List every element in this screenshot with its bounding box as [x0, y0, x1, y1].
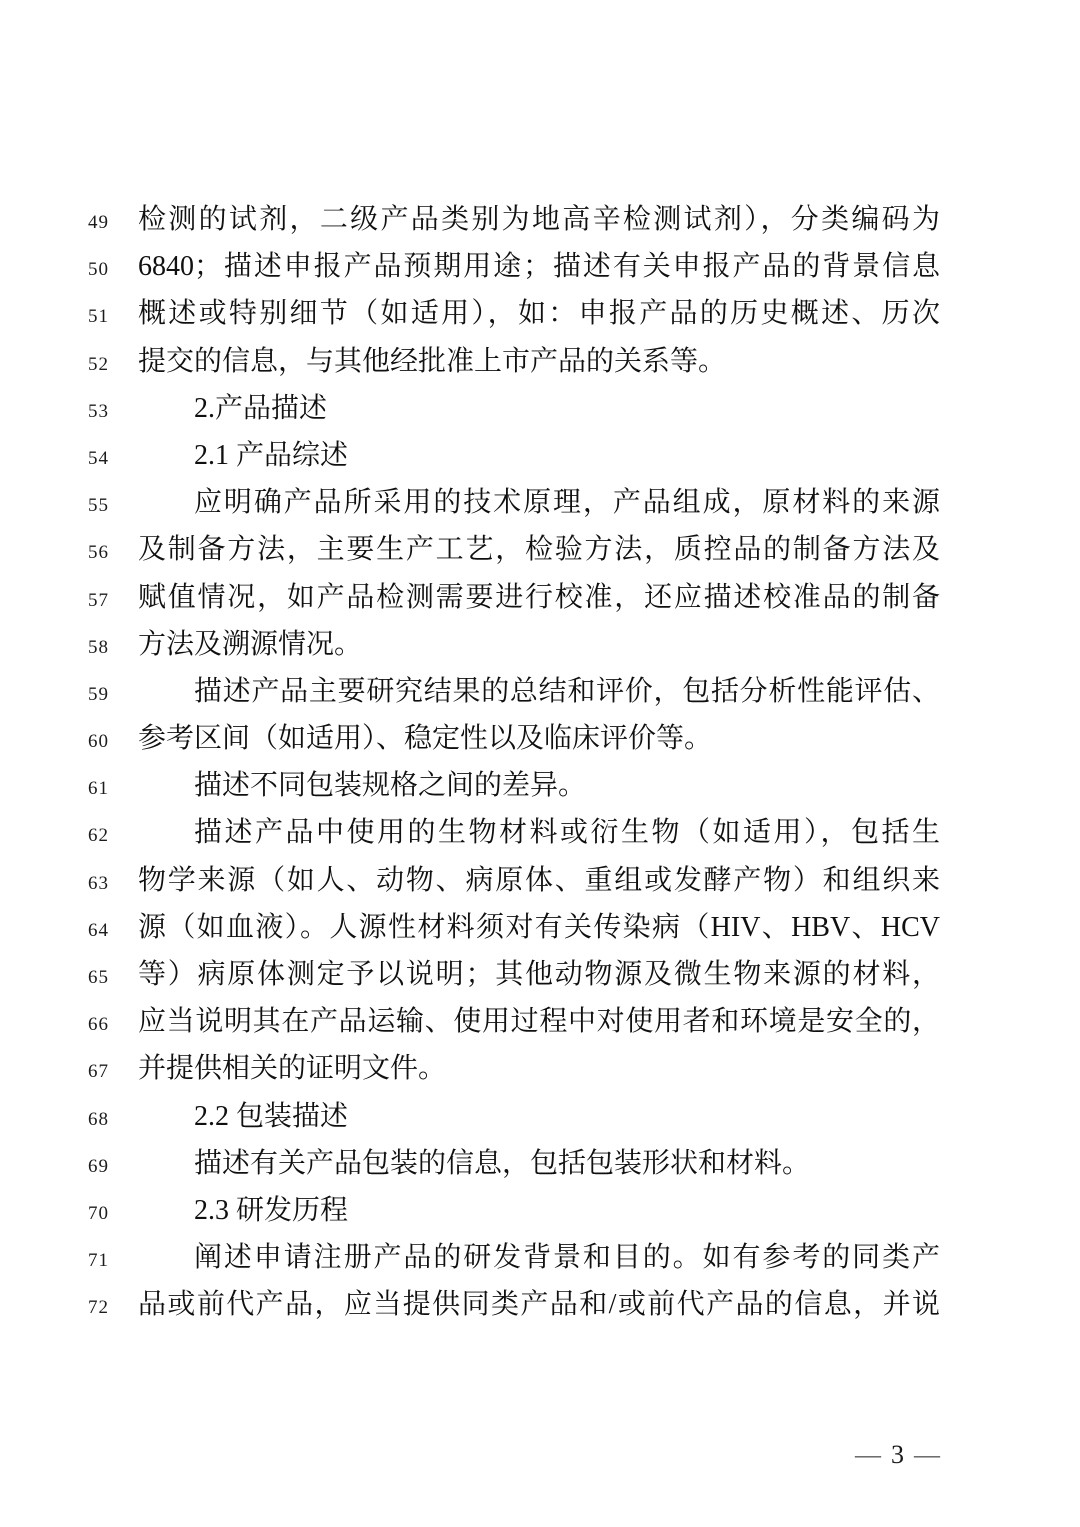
line-text: 2.2 包装描述: [194, 1100, 349, 1132]
line-number: 53: [88, 400, 109, 422]
text-line: [88, 479, 940, 526]
text-line: [88, 809, 940, 856]
line-number: 66: [88, 1014, 109, 1036]
line-number: 65: [88, 967, 109, 988]
line-number: 61: [88, 778, 109, 800]
text-line: [88, 243, 940, 290]
line-number: 57: [88, 589, 109, 611]
line-text: 品或前代产品，应当提供同类产品和/或前代产品的信息，并说: [138, 1289, 940, 1321]
line-text: 应明确产品所采用的技术原理，产品组成，原材料的来源: [194, 487, 940, 519]
line-text: 及制备方法，主要生产工艺，检验方法，质控品的制备方法及: [138, 534, 940, 566]
line-text: 阐述申请注册产品的研发背景和目的。如有参考的同类产: [194, 1242, 940, 1274]
line-text: 描述产品主要研究结果的总结和评价，包括分析性能评估、: [194, 675, 940, 707]
line-number: 70: [88, 1202, 109, 1224]
line-number: 52: [88, 353, 109, 375]
line-text: 2.1 产品综述: [194, 439, 349, 471]
line-text: 描述不同包装规格之间的差异。: [194, 770, 587, 802]
text-line: [88, 1045, 940, 1092]
footer-dash-right: —: [914, 1440, 940, 1469]
line-number: 56: [88, 542, 109, 564]
text-line: [88, 338, 940, 385]
text-line: [88, 857, 940, 904]
line-number: 51: [88, 306, 109, 328]
text-line: [88, 904, 940, 951]
text-line: [88, 1281, 940, 1328]
line-text: 检测的试剂，二级产品类别为地高辛检测试剂），分类编码为: [138, 204, 940, 235]
line-number: 69: [88, 1155, 109, 1177]
text-line: [88, 526, 940, 573]
line-number: 50: [88, 259, 109, 281]
line-text: 应当说明其在产品运输、使用过程中对使用者和环境是安全的，: [138, 1006, 940, 1038]
line-text: 并提供相关的证明文件。: [138, 1053, 447, 1085]
line-number: 67: [88, 1061, 109, 1083]
line-text: 等）病原体测定予以说明；其他动物源及微生物来源的材料，: [138, 959, 940, 990]
line-number: 55: [88, 495, 109, 517]
heading-line: [88, 432, 940, 479]
document-lines: [88, 196, 940, 1329]
text-line: [88, 715, 940, 762]
line-number: 58: [88, 636, 109, 658]
line-text: 提交的信息，与其他经批准上市产品的关系等。: [138, 345, 727, 377]
line-number: 54: [88, 447, 109, 469]
line-text: 参考区间（如适用）、稳定性以及临床评价等。: [138, 723, 713, 755]
heading-line: [88, 1187, 940, 1234]
line-text: 6840；描述申报产品预期用途；描述有关申报产品的背景信息: [138, 251, 940, 283]
line-number: 60: [88, 731, 109, 753]
line-number: 71: [88, 1250, 109, 1272]
text-line: [88, 621, 940, 668]
text-line: [88, 998, 940, 1045]
text-line: [88, 1234, 940, 1281]
text-line: [88, 1140, 940, 1187]
line-text: 描述有关产品包装的信息，包括包装形状和材料。: [194, 1147, 811, 1179]
line-text: 物学来源（如人、动物、病原体、重组或发酵产物）和组织来: [138, 864, 940, 896]
line-number: 64: [88, 919, 109, 941]
line-text: 源（如血液）。人源性材料须对有关传染病（HIV、HBV、HCV: [138, 911, 940, 943]
line-number: 62: [88, 825, 109, 847]
text-line: [88, 951, 940, 998]
line-text: 2.3 研发历程: [194, 1194, 349, 1226]
line-number: 63: [88, 872, 109, 894]
text-line: [88, 762, 940, 809]
text-line: [88, 196, 940, 243]
page-footer: [855, 1437, 940, 1473]
line-text: 方法及溯源情况。: [138, 628, 363, 660]
page-number: 3: [891, 1440, 904, 1469]
heading-line: [88, 1093, 940, 1140]
text-line: [88, 290, 940, 337]
line-number: 68: [88, 1108, 109, 1130]
line-text: 概述或特别细节（如适用），如：申报产品的历史概述、历次: [138, 298, 940, 330]
line-text: 赋值情况，如产品检测需要进行校准，还应描述校准品的制备: [138, 581, 940, 613]
line-number: 59: [88, 683, 109, 705]
text-line: [88, 668, 940, 715]
line-text: 描述产品中使用的生物材料或衍生物（如适用），包括生: [194, 817, 940, 849]
heading-line: [88, 385, 940, 432]
line-number: 49: [88, 212, 109, 233]
footer-dash-left: —: [855, 1440, 881, 1469]
text-line: [88, 574, 940, 621]
line-text: 2.产品描述: [194, 392, 328, 424]
line-number: 72: [88, 1297, 109, 1319]
